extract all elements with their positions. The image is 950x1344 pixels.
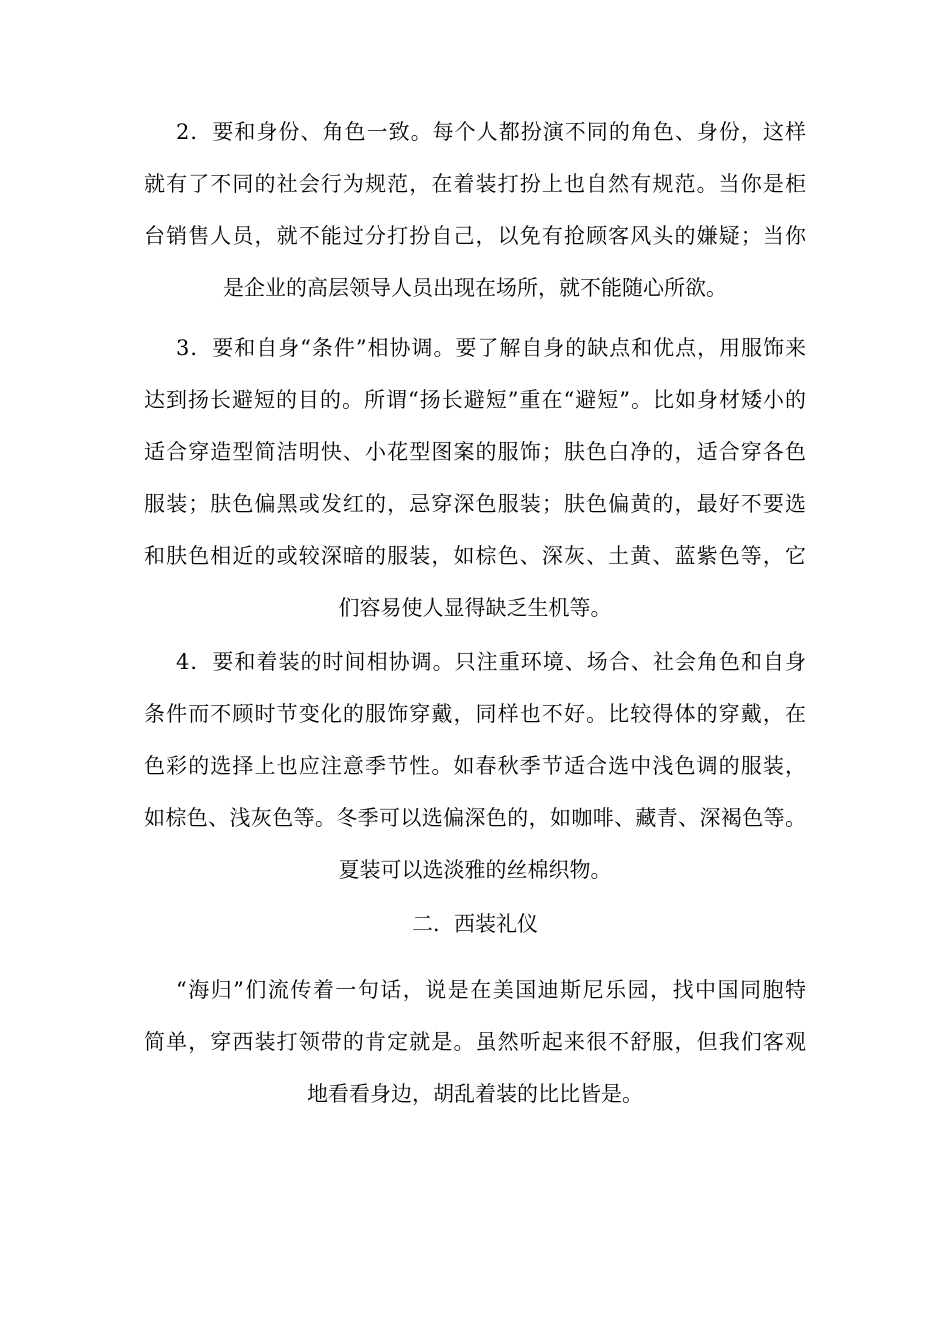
section-heading: 二．西装礼仪 [412, 912, 538, 936]
text-line: 地看看身边，胡乱着装的比比皆是。 [307, 1082, 643, 1106]
text-line: “海归”们流传着一句话，说是在美国迪斯尼乐园，找中国同胞特 [176, 978, 806, 1002]
text-line: 台销售人员，就不能过分打扮自己，以免有抢顾客风头的嫌疑；当你 [144, 224, 806, 248]
text-line: 服装；肤色偏黑或发红的，忌穿深色服装；肤色偏黄的，最好不要选 [144, 492, 806, 516]
text-line: 2．要和身份、角色一致。每个人都扮演不同的角色、身份，这样 [176, 120, 806, 144]
text-line: 是企业的高层领导人员出现在场所，就不能随心所欲。 [223, 276, 727, 300]
text-line: 就有了不同的社会行为规范，在着装打扮上也自然有规范。当你是柜 [144, 172, 806, 196]
text-line: 4．要和着装的时间相协调。只注重环境、场合、社会角色和自身 [176, 650, 806, 674]
text-line: 夏装可以选淡雅的丝棉织物。 [338, 858, 612, 882]
text-line: 色彩的选择上也应注意季节性。如春秋季节适合选中浅色调的服装， [144, 754, 806, 778]
text-line: 达到扬长避短的目的。所谓“扬长避短”重在“避短”。比如身材矮小的 [144, 388, 806, 412]
paragraph-body-conditions [144, 322, 806, 634]
text-line: 如棕色、浅灰色等。冬季可以选偏深色的，如咖啡、藏青、深褐色等。 [144, 806, 806, 830]
paragraph-suit-etiquette [144, 964, 806, 1120]
text-line: 3．要和自身“条件”相协调。要了解自身的缺点和优点，用服饰来 [176, 336, 806, 360]
text-line: 条件而不顾时节变化的服饰穿戴，同样也不好。比较得体的穿戴，在 [144, 702, 806, 726]
text-line: 和肤色相近的或较深暗的服装，如棕色、深灰、土黄、蓝紫色等，它 [144, 544, 806, 568]
paragraph-season-time [144, 636, 806, 896]
text-line: 们容易使人显得缺乏生机等。 [338, 596, 612, 620]
text-line: 适合穿造型简洁明快、小花型图案的服饰；肤色白净的，适合穿各色 [144, 440, 806, 464]
paragraph-identity-role [144, 106, 806, 314]
text-line: 简单，穿西装打领带的肯定就是。虽然听起来很不舒服，但我们客观 [144, 1030, 806, 1054]
